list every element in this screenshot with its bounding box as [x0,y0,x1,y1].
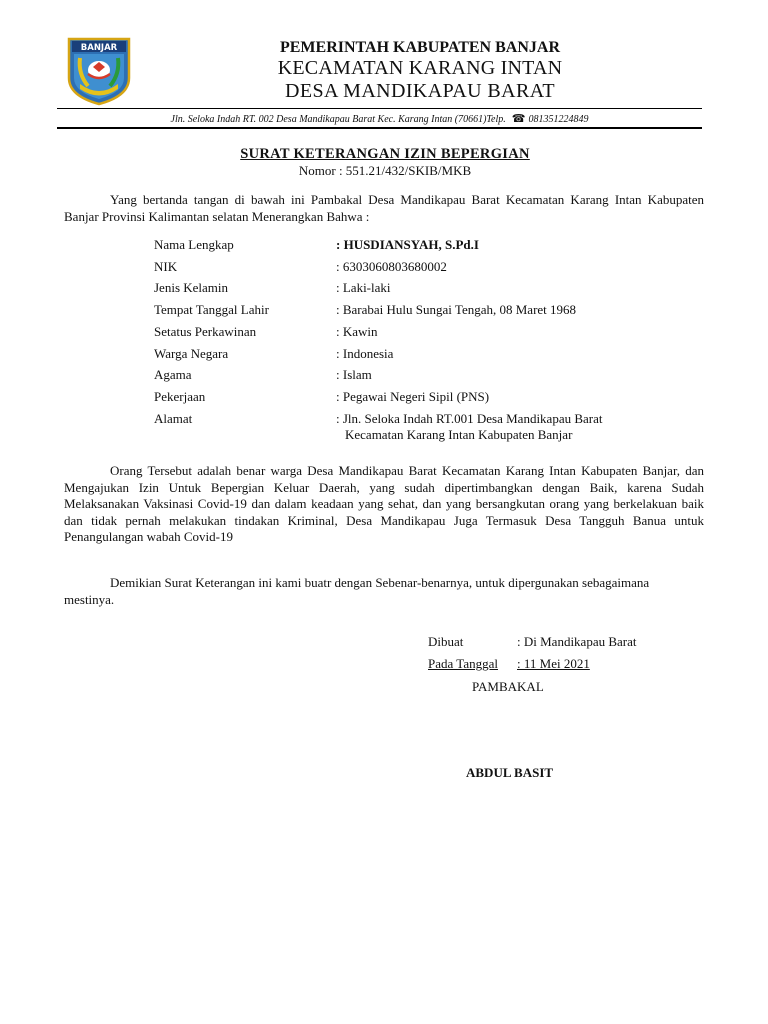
signer-position: PAMBAKAL [472,679,544,694]
identity-label: Setatus Perkawinan [154,324,257,339]
identity-label: Warga Negara [154,346,229,361]
district-name: KECAMATAN KARANG INTAN [277,57,563,79]
header-divider-top [57,108,702,109]
header-divider-bottom [57,127,702,129]
identity-label: Agama [154,367,192,382]
body-paragraph: Orang Tersebut adalah benar warga Desa Mandikapau Barat Kecamatan Karang Intan Kabupaten Banjar, dan Mengajukan Izin Untuk Bepergian Keluar Daerah, yang sudah dipertimbangkan dengan Baik, karena Sudah Melaksanakan Vaksinasi Covid-19 dan dalam keadaan yang sehat, dan yang bersangkutan orang yang berkelakuan baik dan tidak pernah melakukan tindakan Kriminal, Desa Mandikapau Juga Termasuk Desa Tangguh Banua untuk Penangulangan wabah Covid-19 [64,463,704,544]
letter-title: SURAT KETERANGAN IZIN BEPERGIAN [240,146,530,162]
identity-label: NIK [154,259,178,274]
identity-value: : Kawin [336,324,378,339]
date-label: Pada Tanggal [428,656,498,671]
office-address-line [57,112,702,125]
government-name: PEMERINTAH KABUPATEN BANJAR [279,39,560,56]
telephone-icon: ☎ [511,112,526,125]
identity-value: : Laki-laki [336,280,391,295]
identity-label: Nama Lengkap [154,237,234,252]
identity-label: Alamat [154,411,193,426]
identity-value: : Pegawai Negeri Sipil (PNS) [336,389,490,404]
intro-paragraph: Yang bertanda tangan di bawah ini Pambakal Desa Mandikapau Barat Kecamatan Karang Intan Kabupaten Banjar Provinsi Kalimantan selatan Menerangkan Bahwa : [64,192,704,224]
identity-value: : Islam [336,367,372,382]
identity-label: Pekerjaan [154,389,206,404]
identity-value-continuation: Kecamatan Karang Intan Kabupaten Banjar [345,427,573,442]
identity-value: : Jln. Seloka Indah RT.001 Desa Mandikapau Barat [336,411,603,426]
identity-value: : 6303060803680002 [336,259,447,274]
kabupaten-banjar-emblem [66,36,132,106]
date-value: : 11 Mei 2021 [517,656,590,671]
office-address: Jln. Seloka Indah RT. 002 Desa Mandikapau Barat Kec. Karang Intan (70661)Telp. [170,114,506,125]
logo-text: BANJAR [80,43,118,53]
identity-label: Tempat Tanggal Lahir [154,302,269,317]
letter-number: Nomor : 551.21/432/SKIB/MKB [298,163,472,178]
made-at-label: Dibuat [428,634,464,649]
signer-name: ABDUL BASIT [466,765,554,780]
identity-value: : Barabai Hulu Sungai Tengah, 08 Maret 1968 [336,302,577,317]
made-at-value: : Di Mandikapau Barat [517,634,637,649]
office-phone: 081351224849 [528,114,589,125]
identity-label: Jenis Kelamin [154,280,229,295]
village-name: DESA MANDIKAPAU BARAT [285,80,555,102]
closing-paragraph: Demikian Surat Keterangan ini kami buatr dengan Sebenar-benarnya, untuk dipergunakan sebagaimana mestinya. [64,575,650,607]
identity-value: : HUSDIANSYAH, S.Pd.I [336,237,479,252]
identity-value: : Indonesia [336,346,394,361]
